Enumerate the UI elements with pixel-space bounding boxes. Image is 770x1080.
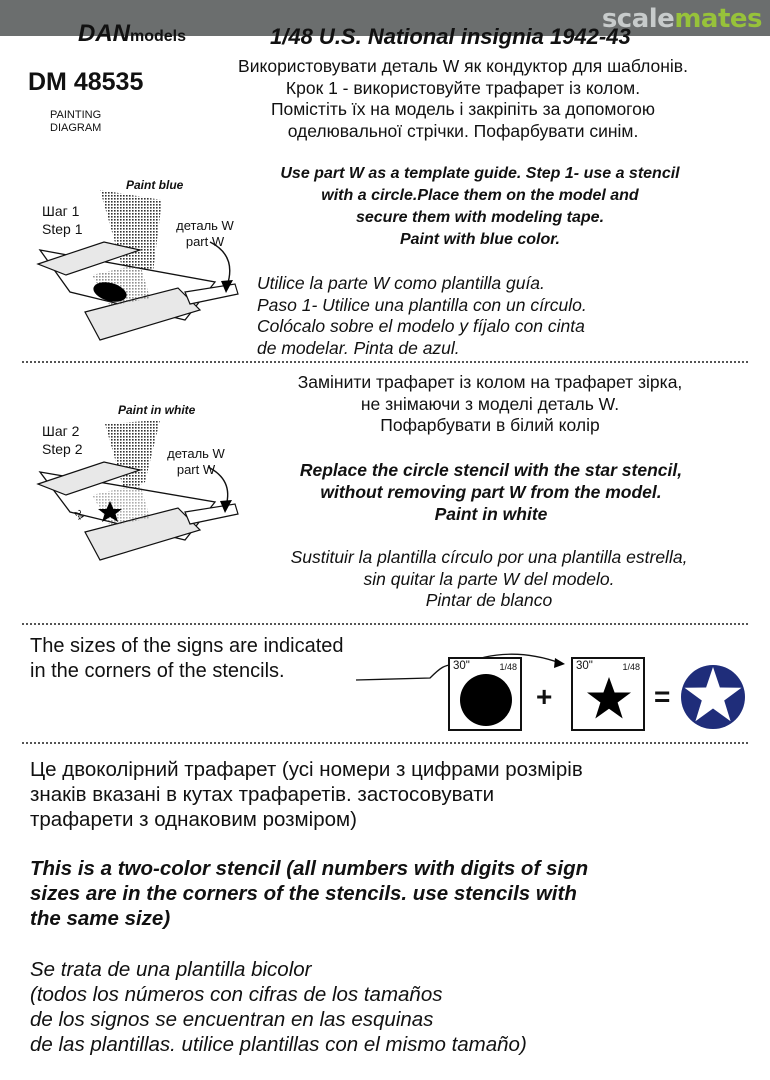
step1-en-line: Paint with blue color.	[399, 231, 560, 248]
step2-caption: Paint in white	[118, 403, 196, 417]
notes-en-line: sizes are in the corners of the stencils. use stencils with	[30, 882, 577, 905]
brand-sub: models	[130, 28, 187, 45]
arrow-head	[554, 658, 565, 668]
step1-es-line: Utilice la parte W como plantilla guía.	[257, 273, 545, 293]
watermark-part2: mates	[674, 4, 762, 34]
arrow-line	[356, 665, 455, 680]
step1-part-ua: деталь W	[176, 218, 234, 233]
notes-en-line: This is a two-color stencil (all numbers with digits of sign	[30, 857, 589, 880]
brand-main: DAN	[78, 20, 130, 47]
notes-ua-line: знаків вказані в кутах трафаретів. застосовувати	[30, 783, 495, 806]
circle-stencil	[448, 657, 522, 731]
step1-part-en: part W	[185, 234, 225, 249]
notes-es-line: (todos los números con cifras de los tamaños	[30, 983, 443, 1006]
separator	[22, 742, 748, 744]
sizes-text	[30, 634, 344, 684]
star-icon	[585, 675, 633, 723]
stencil-scale: 1/48	[622, 662, 640, 672]
notes-es	[30, 957, 527, 1057]
step2-part-en: part W	[176, 462, 216, 477]
notes-ua-line: Це двоколірний трафарет (усі номери з цифрами розмірів	[30, 758, 583, 781]
step2-es-text	[232, 547, 746, 612]
step1-ua-line: Використовувати деталь W як кондуктор для шаблонів.	[238, 56, 688, 76]
notes-en	[30, 856, 588, 931]
watermark-part1: scale	[601, 4, 675, 34]
sizes-line1: The sizes of the signs are indicated	[30, 635, 344, 657]
sizes-line2: in the corners of the stencils.	[30, 660, 285, 682]
step1-ua-line: Помістіть їх на модель і закріпіть за допомогою	[270, 99, 656, 119]
step1-es-text	[257, 273, 587, 359]
arrow-line	[210, 242, 230, 286]
step1-es-line: de modelar. Pinta de azul.	[257, 337, 460, 358]
stencil-size-mark: 24	[72, 508, 86, 522]
separator	[22, 361, 748, 363]
step2-ua-line: не знімаючи з моделі деталь W.	[360, 393, 620, 414]
step1-es-line: Paso 1- Utilice una plantilla con un círculo.	[257, 294, 587, 315]
notes-es-line: de los signos se encuentran en las esquinas	[30, 1008, 434, 1031]
notes-ua	[30, 757, 583, 832]
spray-area	[105, 420, 160, 494]
step2-ua-line: Пофарбувати в білий колір	[380, 415, 600, 435]
step1-en-line: with a circle.Place them on the model and	[321, 187, 639, 204]
stencil-scale: 1/48	[499, 662, 517, 672]
step1-label-en: Step 1	[42, 221, 83, 237]
step2-en-text	[236, 459, 746, 525]
notes-en-line: the same size)	[30, 907, 171, 930]
step1-caption: Paint blue	[126, 178, 184, 192]
step1-es-line: Colócalo sobre el modelo y fíjalo con cinta	[257, 316, 585, 336]
circle-shape	[460, 674, 512, 726]
painting-diagram-label	[50, 109, 101, 135]
step2-label-ua: Шаг 2	[42, 423, 80, 439]
step2-ua-text	[235, 372, 745, 437]
arrow-line	[208, 467, 228, 506]
step1-diagram	[30, 180, 250, 345]
notes-ua-line: трафарети з однаковим розміром)	[30, 808, 357, 831]
page-title: 1/48 U.S. National insignia 1942-43	[270, 24, 631, 49]
step2-part-ua: деталь W	[167, 446, 225, 461]
step1-en-text	[240, 163, 720, 251]
step2-es-line: Sustituir la plantilla círculo por una plantilla estrella,	[290, 547, 688, 567]
step1-ua-line: Крок 1 - використовуйте трафарет із колом.	[285, 77, 641, 98]
step2-label-en: Step 2	[42, 441, 83, 457]
plus-sign: +	[536, 681, 553, 712]
step2-diagram	[30, 412, 250, 567]
step1-ua-line: оделювальної стрічки. Пофарбувати синім.	[287, 120, 639, 141]
step1-label-ua: Шаг 1	[42, 203, 80, 219]
step1-en-line: Use part W as a template guide. Step 1- use a stencil	[280, 165, 680, 182]
stencil-size: 30"	[453, 660, 470, 672]
step1-en-line: secure them with modeling tape.	[355, 209, 605, 226]
painting-diagram-line2: DIAGRAM	[50, 122, 102, 134]
painting-diagram-line1: PAINTING	[50, 109, 102, 121]
step2-es-line: Pintar de blanco	[425, 590, 553, 610]
us-insignia-icon	[680, 664, 746, 730]
step1-ua-text	[180, 56, 746, 142]
brand-logo	[78, 22, 186, 49]
step2-en-line: Paint in white	[434, 504, 548, 524]
step2-ua-line: Замінити трафарет із колом на трафарет зірка,	[297, 372, 683, 392]
star-stencil	[571, 657, 645, 731]
product-code: DM 48535	[28, 68, 144, 96]
equals-sign: =	[654, 681, 671, 712]
step2-en-line: Replace the circle stencil with the star stencil,	[299, 460, 683, 480]
separator	[22, 623, 748, 625]
step2-es-line: sin quitar la parte W del modelo.	[363, 568, 615, 589]
stencil-size: 30"	[576, 660, 593, 672]
notes-es-line: Se trata de una plantilla bicolor	[30, 958, 312, 981]
notes-es-line: de las plantillas. utilice plantillas con el mismo tamaño)	[30, 1033, 527, 1056]
step2-en-line: without removing part W from the model.	[320, 482, 662, 502]
